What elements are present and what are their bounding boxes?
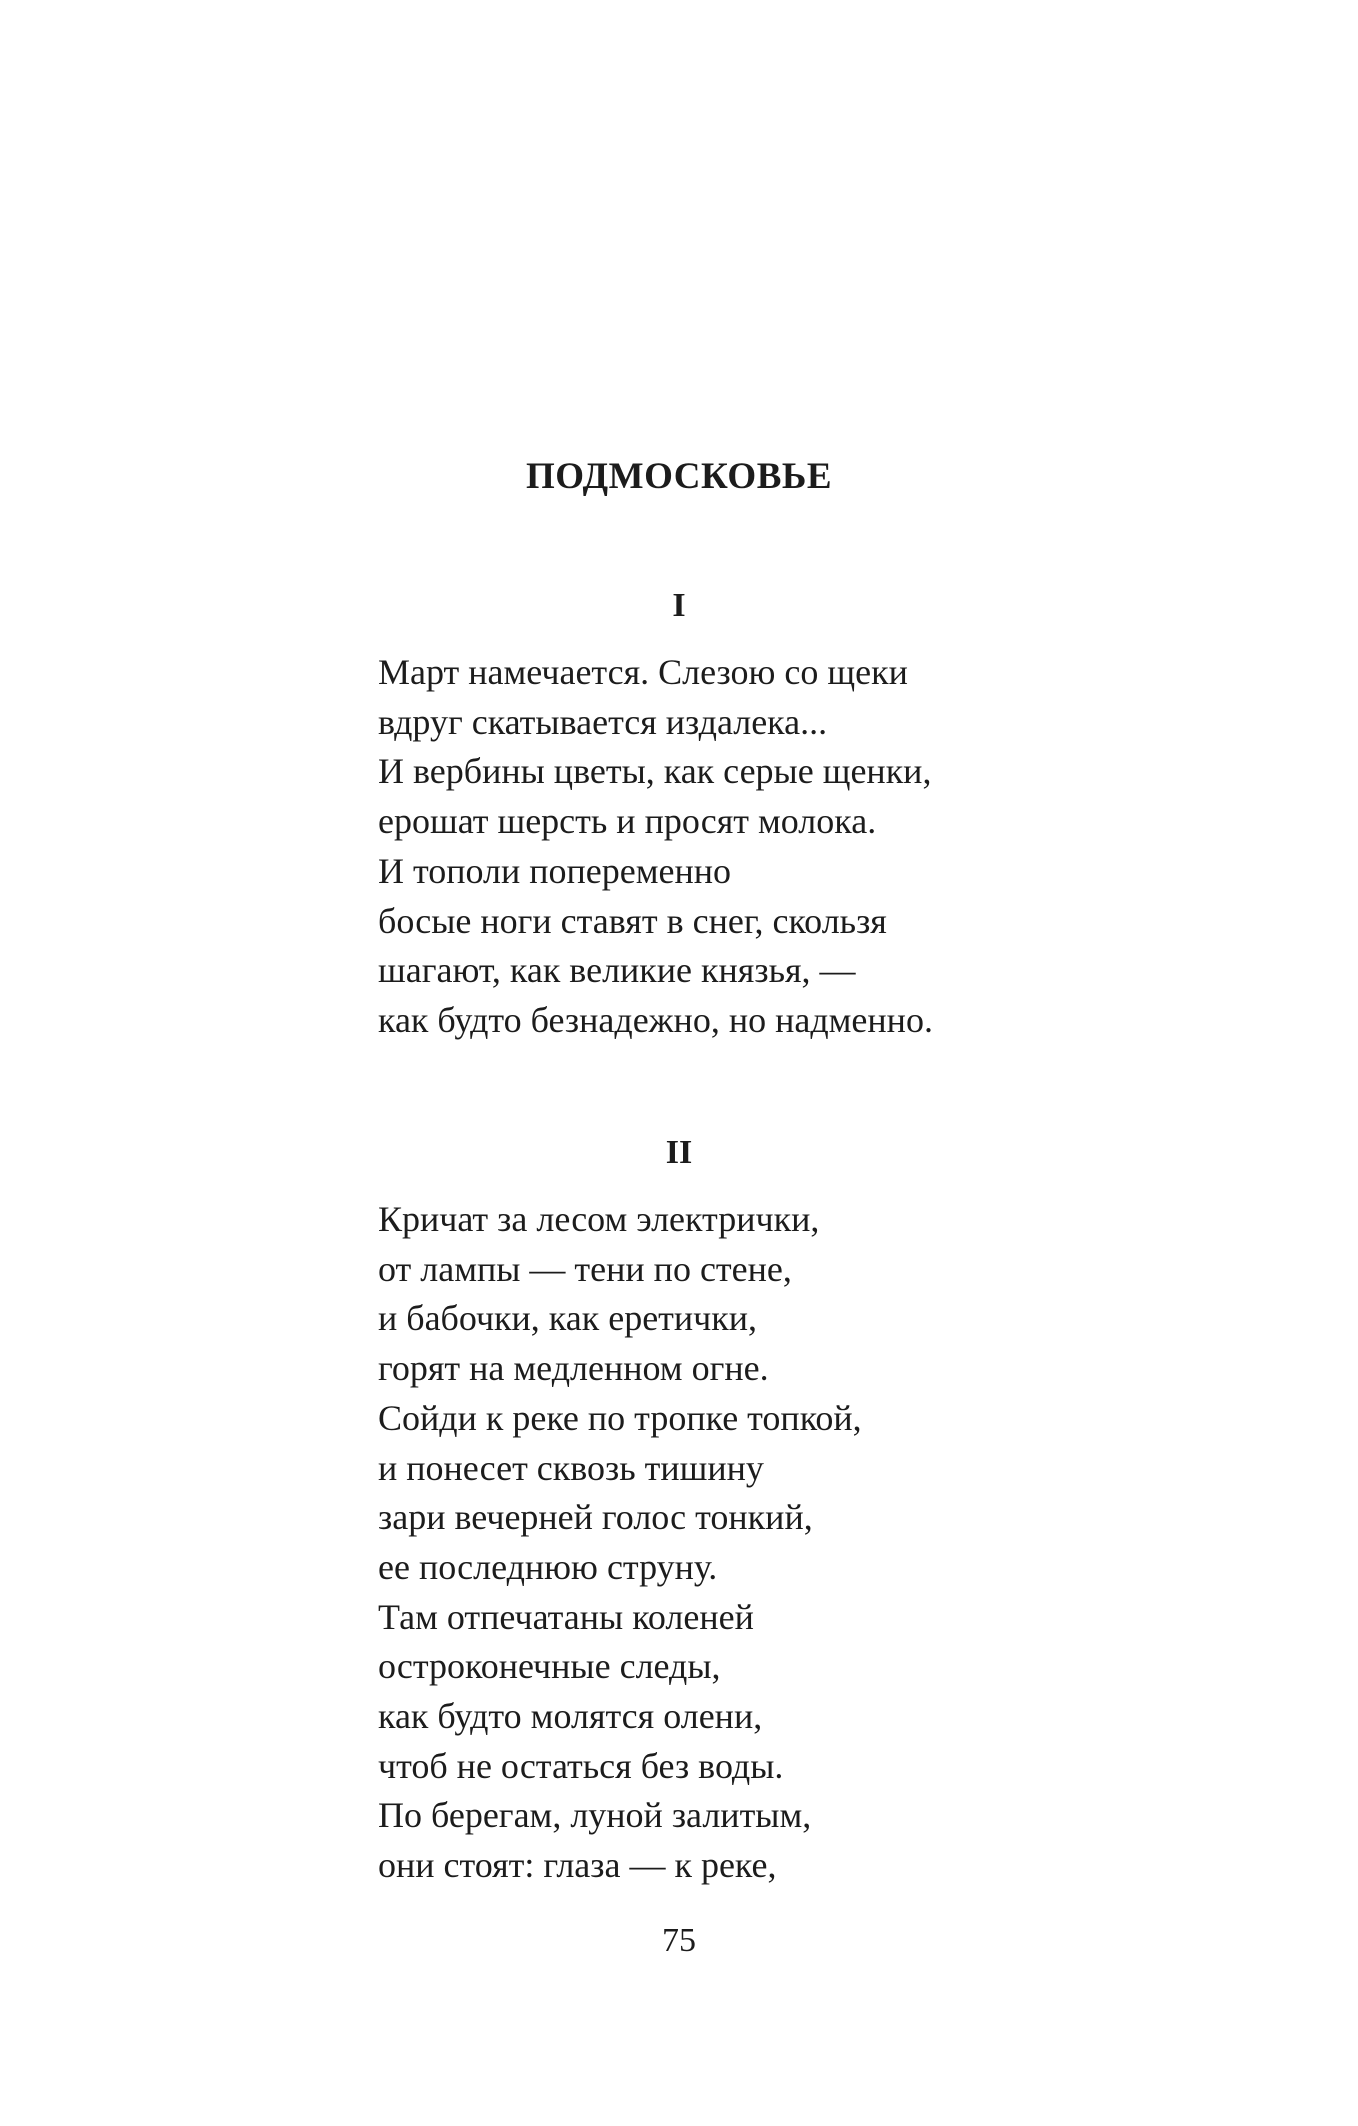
verse-line: И вербины цветы, как серые щенки, (378, 751, 932, 792)
verse-line: как будто молятся олени, (378, 1696, 763, 1737)
verse-line: остроконечные следы, (378, 1646, 721, 1687)
verse-line: Сойди к реке по тропке топкой, (378, 1397, 862, 1438)
verse-line: чтоб не остаться без воды. (378, 1745, 784, 1786)
verse-line: Там отпечатаны коленей (378, 1596, 754, 1637)
verse-line: ее последнюю струну. (378, 1546, 718, 1587)
stanza-2 (378, 1195, 1138, 1891)
section-numeral-2: II (665, 1134, 693, 1171)
verse-line: как будто безнадежно, но надменно. (378, 999, 933, 1040)
verse-line: Март намечается. Слезою со щеки (378, 652, 908, 692)
verse-line: горят на медленном огне. (378, 1348, 769, 1389)
verse-line: ерошат шерсть и просят молока. (378, 801, 877, 842)
poem-title: ПОДМОСКОВЬЕ (525, 456, 833, 497)
section-numeral-1: I (672, 587, 686, 624)
verse-line: и понесет сквозь тишину (378, 1447, 764, 1488)
verse-line: И тополи попеременно (378, 850, 732, 891)
verse-line: от лампы — тени по стене, (378, 1248, 792, 1289)
verse-line: они стоят: глаза — к реке, (378, 1845, 777, 1886)
verse-line: босые ноги ставят в снег, скользя (378, 900, 887, 941)
page-number: 75 (662, 1922, 696, 1959)
verse-line: вдруг скатывается издалека... (378, 701, 828, 742)
verse-line: По берегам, луной залитым, (378, 1795, 812, 1836)
verse-line: шагают, как великие князья, — (378, 950, 856, 991)
verse-line: Кричат за лесом электрички, (378, 1199, 820, 1239)
verse-line: и бабочки, как еретички, (378, 1298, 758, 1339)
verse-line: зари вечерней голос тонкий, (378, 1497, 813, 1538)
stanza-1 (378, 648, 1138, 1046)
